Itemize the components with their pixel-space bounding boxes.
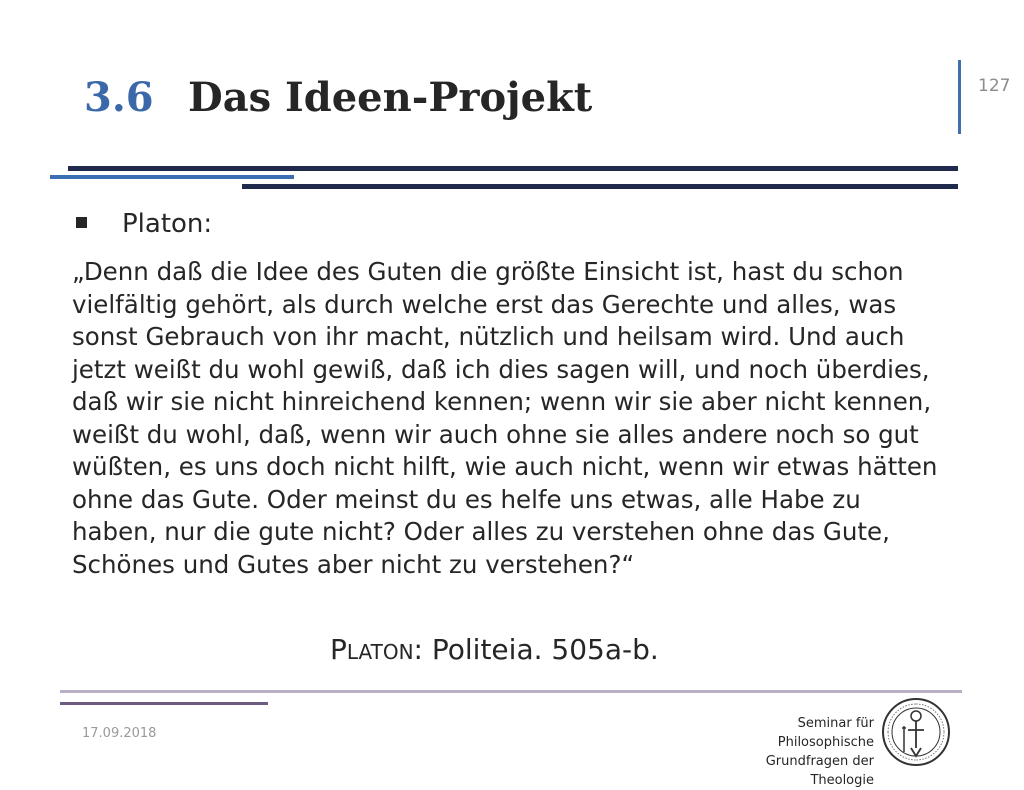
header-rule-accent	[50, 175, 294, 179]
page-title: Das Ideen-Projekt	[188, 74, 593, 121]
footer-rule	[60, 690, 962, 693]
institution-line-2: Grundfragen der Theologie	[765, 754, 874, 788]
square-bullet-icon	[76, 217, 87, 228]
quote-text: „Denn daß die Idee des Guten die größte Einsicht ist, hast du schon vielfältig gehört, als durch welche erst das Gerechte und alles, was sonst Gebrauch von ihr macht, nützlich und heilsam wird. Und auch jetzt weißt du wohl gewiß, daß ich dies sagen will, und noch überdies, daß wir sie nicht hinreichend kennen; wenn wir sie aber nicht kennen, weißt du wohl, daß, wenn wir auch ohne sie alles andere noch so gut wüßten, es uns doch nicht hilft, wie auch nicht, wenn wir etwas hätten ohne das Gute. Oder meinst du es helfe uns etwas, alle Habe zu haben, nur die gute nicht? Oder alles zu verstehen ohne das Gute, Schönes und Gutes aber nicht zu verstehen?“	[72, 257, 938, 579]
citation	[330, 630, 659, 670]
header-rule-bottom	[242, 184, 958, 189]
slide-number-divider	[958, 60, 961, 134]
header-rule-top	[68, 166, 958, 171]
bullet-label: Platon:	[122, 209, 213, 239]
section-number: 3.6	[84, 74, 154, 121]
citation-author: Platon	[330, 633, 414, 666]
slide-number: 127	[978, 76, 1011, 96]
institution-line-1: Seminar für Philosophische	[777, 716, 874, 750]
citation-source: : Politeia. 505a-b.	[413, 633, 659, 666]
footer-date: 17.09.2018	[82, 726, 157, 741]
footer-institution	[700, 714, 874, 790]
footer-rule-accent	[60, 702, 268, 705]
university-seal-icon	[880, 696, 952, 768]
